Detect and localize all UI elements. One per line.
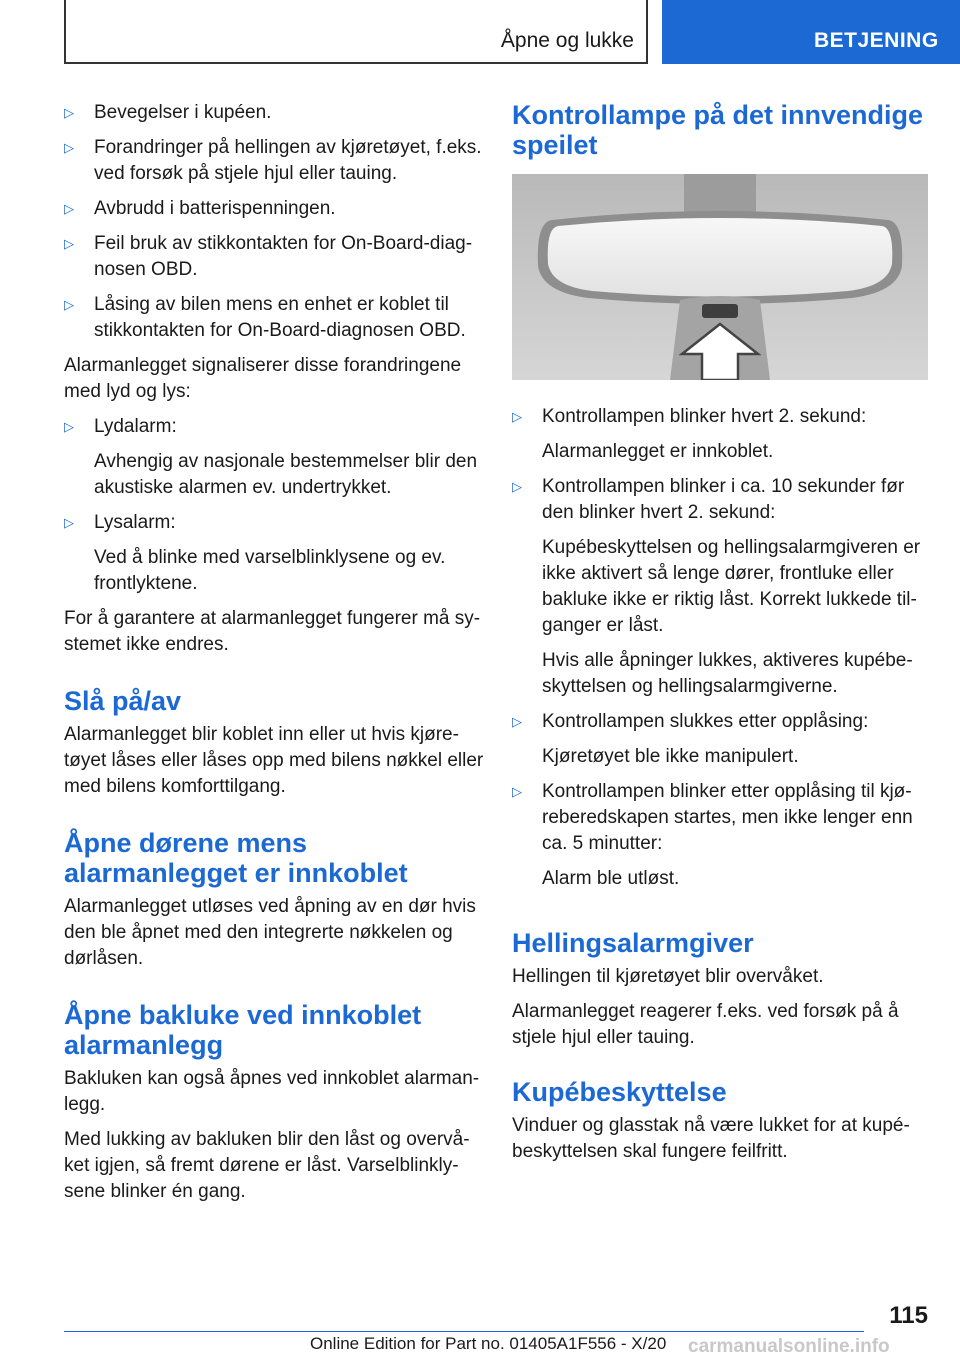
list-item-detail: Alarmanlegget er innkoblet. <box>542 441 774 462</box>
list-item: ▷ Kontrollampen blinker etter opplåsing til kjøreberedskapen startes, men ikke lenger enn ca. 5 minutter: <box>512 779 930 857</box>
triangle-right-icon: ▷ <box>64 105 74 120</box>
right-column <box>512 100 930 1174</box>
list-item-detail: Hvis alle åpninger lukkes, aktiveres kupébeskyttelsen og hellingsalarmgiverne. <box>542 650 913 697</box>
control-lamp-list <box>512 404 930 892</box>
heading-tilt-alarm: Hellingsalarmgiver <box>512 928 754 958</box>
heading-open-doors: Åpne dørene mens alarmanlegget er innkoblet <box>64 828 408 888</box>
chapter-tab: BETJENING <box>662 0 960 64</box>
triangle-right-icon: ▷ <box>512 479 522 494</box>
tilt-text-1: Hellingen til kjøretøyet blir overvåket. <box>512 966 824 987</box>
list-item-sound-alarm: ▷ Lydalarm: <box>64 414 484 440</box>
triangle-right-icon: ▷ <box>64 419 74 434</box>
edition-text: Online Edition for Part no. 01405A1F556 - X/20 <box>310 1334 667 1353</box>
left-column <box>64 100 484 1214</box>
triangle-right-icon: ▷ <box>64 297 74 312</box>
triangle-right-icon: ▷ <box>512 784 522 799</box>
on-off-text: Alarmanlegget blir koblet inn eller ut hvis kjøretøyet låses eller låses opp med bilens nøkkel eller med bilens komforttilgang. <box>64 724 484 797</box>
list-item: ▷ Kontrollampen blinker hvert 2. sekund: <box>512 404 930 430</box>
triangle-right-icon: ▷ <box>512 409 522 424</box>
watermark: carmanualsonline.info <box>688 1336 890 1357</box>
list-item-detail: Alarm ble utløst. <box>542 868 680 889</box>
heading-on-off: Slå på/av <box>64 686 182 716</box>
header-frame <box>64 0 648 64</box>
page-number: 115 <box>889 1302 928 1329</box>
triangle-right-icon: ▷ <box>64 515 74 530</box>
warning-text: For å garantere at alarmanlegget fungerer må systemet ikke endres. <box>64 608 481 655</box>
tailgate-text-2: Med lukking av bakluken blir den låst og overvåket igjen, så fremt dørene er låst. Varselblinklysene blinker én gang. <box>64 1129 470 1202</box>
triangle-right-icon: ▷ <box>64 140 74 155</box>
signal-intro: Alarmanlegget signaliserer disse forandringene med lyd og lys: <box>64 355 462 402</box>
list-item: ▷ Kontrollampen blinker i ca. 10 sekunder før den blinker hvert 2. sekund: <box>512 474 930 526</box>
rearview-mirror-illustration <box>512 174 928 380</box>
list-item: ▷ Avbrudd i batterispenningen. <box>64 196 484 222</box>
list-item-light-alarm: ▷ Lysalarm: <box>64 510 484 536</box>
heading-interior-protection: Kupébeskyttelse <box>512 1077 727 1107</box>
triangle-right-icon: ▷ <box>64 236 74 251</box>
light-alarm-text: Ved å blinke med varselblinklysene og ev. frontlyktene. <box>94 547 446 594</box>
sound-alarm-text: Avhengig av nasjonale bestemmelser blir den akustiske alarmen ev. undertrykket. <box>94 451 478 498</box>
list-item-detail: Kjøretøyet ble ikke manipulert. <box>542 746 799 767</box>
list-item-detail: Kupébeskyttelsen og hellingsalarmgiveren er ikke aktivert så lenge dører, frontluke eller bakluke ikke er riktig låst. Korrekt lukkede tilganger er låst. <box>542 537 921 636</box>
list-item: ▷ Bevegelser i kupéen. <box>64 100 484 126</box>
open-doors-text: Alarmanlegget utløses ved åpning av en dør hvis den ble åpnet med den integrerte nøkkelen og dørlåsen. <box>64 896 476 969</box>
triangle-right-icon: ▷ <box>64 201 74 216</box>
list-item: ▷ Forandringer på hellingen av kjøretøyet, f.eks. ved forsøk på stjele hjul eller tauing. <box>64 135 484 187</box>
interior-protection-text: Vinduer og glasstak nå være lukket for at kupébeskyttelsen skal fungere feilfritt. <box>512 1115 910 1162</box>
tailgate-text-1: Bakluken kan også åpnes ved innkoblet alarmanlegg. <box>64 1068 480 1115</box>
list-item: ▷ Feil bruk av stikkontakten for On-Board-diagnosen OBD. <box>64 231 484 283</box>
tilt-text-2: Alarmanlegget reagerer f.eks. ved forsøk på å stjele hjul eller tauing. <box>512 1001 899 1048</box>
section-title: Åpne og lukke <box>500 29 634 52</box>
triangle-right-icon: ▷ <box>512 714 522 729</box>
footer-divider <box>64 1331 864 1332</box>
heading-open-tailgate: Åpne bakluke ved innkoblet alarmanlegg <box>64 1000 422 1060</box>
heading-control-lamp: Kontrollampe på det innvendige speilet <box>512 100 924 160</box>
list-item: ▷ Låsing av bilen mens en enhet er koblet til stikkontakten for On-Board-diagnosen OBD. <box>64 292 484 344</box>
list-item: ▷ Kontrollampen slukkes etter opplåsing: <box>512 709 930 735</box>
